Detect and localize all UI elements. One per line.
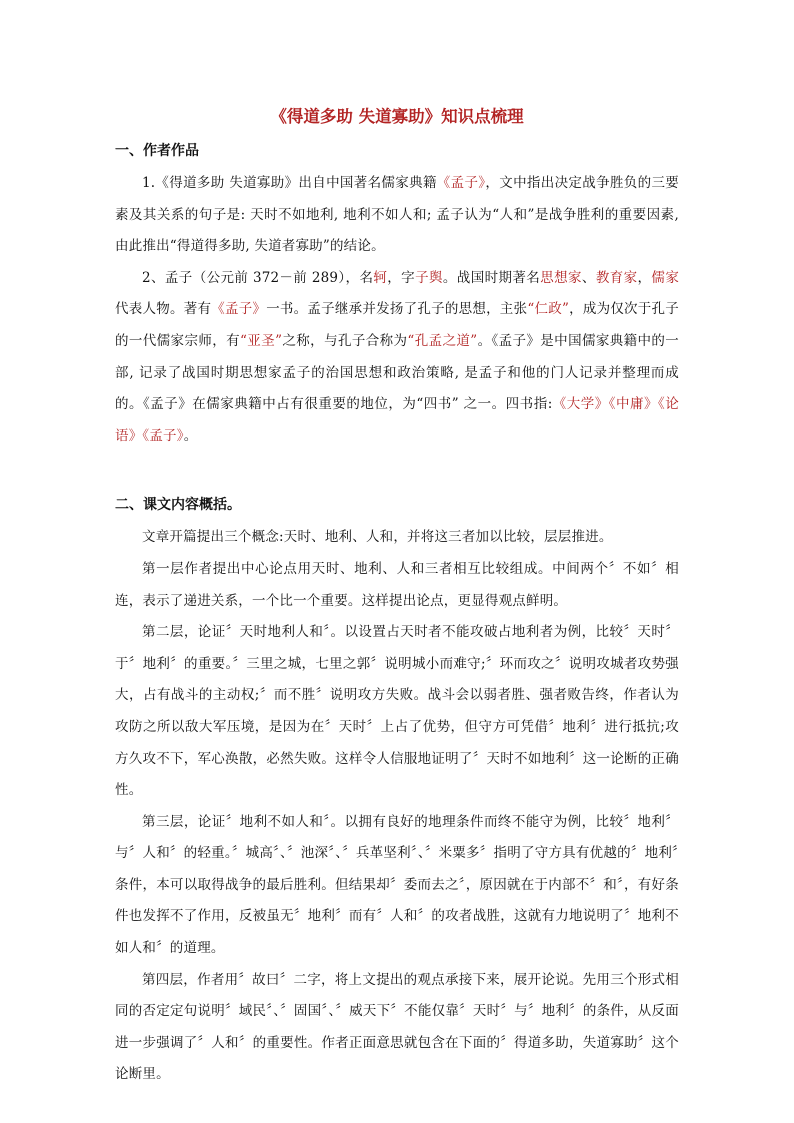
highlighted-term: 《孟子》 xyxy=(211,301,267,318)
text-run: 代表人物。著有 xyxy=(115,301,212,318)
text-run: 2、孟子（公元前 372－前 289），名 xyxy=(142,269,374,286)
highlighted-term: 轲 xyxy=(373,269,388,286)
paragraph-layer-two: 第二层，论证〞天时地利人和〞。以设置占天时者不能攻破占地利者为例，比较〞天时〞于〞地利〞的重要。〞三里之城，七里之郭〞说明城小而难守;〞环而攻之〞说明攻城者攻势强大，占有战斗的主动权;〞而不胜〞说明攻方失败。战斗会以弱者胜、强者败告终，作者认为攻防之所以敌大军压境，是因为在〞天时〞上占了优势，但守方可凭借〞地利〞进行抵抗;攻方久攻不下，军心涣散，必然失败。这样令人信服地证明了〞天时不如地利〞这一论断的正确性。 xyxy=(115,624,679,799)
highlighted-term: 儒家 xyxy=(651,269,680,286)
section-heading-summary: 二、课文内容概括。 xyxy=(115,497,241,514)
highlighted-term: 《孟子》 xyxy=(436,175,486,191)
document-title: 《得道多助 失道寡助》知识点梳理 xyxy=(270,107,524,126)
text-run: ，文中指出决定战争胜负的三要素及其关系的句子是: 天时不如地利, 地利不如人和; 孟子认为“人和”是战争胜利的重要因素, 由此推出“得道得多助, 失道者寡助”的结论。 xyxy=(115,175,679,255)
text-run: ，成为仅次于孔子的一代儒家宗师，有 xyxy=(115,301,679,349)
highlighted-term: “亚圣” xyxy=(240,332,283,349)
text-run: ，字 xyxy=(387,269,416,286)
highlighted-term: 子舆 xyxy=(415,269,443,286)
section-heading-author-works: 一、作者作品 xyxy=(115,143,199,159)
text-run: 。战国时期著名 xyxy=(442,269,541,286)
text-run: 1.《得道多助 失道寡助》出自中国著名儒家典籍 xyxy=(142,175,437,191)
paragraph-opening: 文章开篇提出三个概念:天时、地利、人和，并将这三者加以比较，层层推进。 xyxy=(142,529,613,546)
section-spacer xyxy=(115,452,679,488)
text-run: 一书。孟子继承并发扬了孔子的思想，主张 xyxy=(266,301,528,318)
paragraph-layer-three: 第三层，论证〞地利不如人和〞。以拥有良好的地理条件而终不能守为例，比较〞地利〞与〞人和〞的轻重。〞城高〞、〞池深〞、〞兵革坚利〞、〞米粟多〞指明了守方具有优越的〞地利〞条件，本可以取得战争的最后胜利。但结果却〞委而去之〞，原因就在于内部不〞和〞，有好条件也发挥不了作用，反被虽无〞地利〞而有〞人和〞的攻者战胜，这就有力地说明了〞地利不如人和〞的道理。 xyxy=(115,813,679,957)
text-run: 。《孟子》是中国儒家典籍中的一部, 记录了战国时期思想家孟子的治国思想和政治策略, 是孟子和他的门人记录并整理而成的。《孟子》在儒家典籍中占有很重要的地位，为“四书” 之一。四书指: xyxy=(115,332,679,413)
paragraph-layer-four: 第四层，作者用〞故曰〞二字，将上文提出的观点承接下来，展开论说。先用三个形式相同的否定定句说明〞域民〞、〞固国〞、〞威天下〞不能仅靠〞天时〞与〞地利〞的条件，从反面进一步强调了〞人和〞的重要性。作者正面意思就包含在下面的〞得道多助，失道寡助〞这个论断里。 xyxy=(115,971,679,1083)
highlighted-term: “仁政” xyxy=(527,301,570,318)
highlighted-term: “孔孟之道” xyxy=(407,332,478,349)
paragraph-mencius-bio xyxy=(115,263,679,453)
paragraph-layer-one: 第一层作者提出中心论点用天时、地利、人和三者相互比较组成。中间两个〞不如〞相连，表示了递进关系，一个比一个重要。这样提出论点，更显得观点鲜明。 xyxy=(115,560,679,609)
text-run: 。 xyxy=(183,427,198,444)
highlighted-term: 教育家 xyxy=(595,269,638,286)
highlighted-term: 思想家 xyxy=(540,269,582,286)
document-page xyxy=(115,100,679,1091)
paragraph-source xyxy=(115,168,679,263)
text-run: 、 xyxy=(581,269,596,286)
highlighted-term: 《大学》《中庸》《论语》《孟子》 xyxy=(115,396,679,444)
text-run: 之称，与孔子合称为 xyxy=(282,332,408,349)
text-run: ， xyxy=(637,269,652,286)
